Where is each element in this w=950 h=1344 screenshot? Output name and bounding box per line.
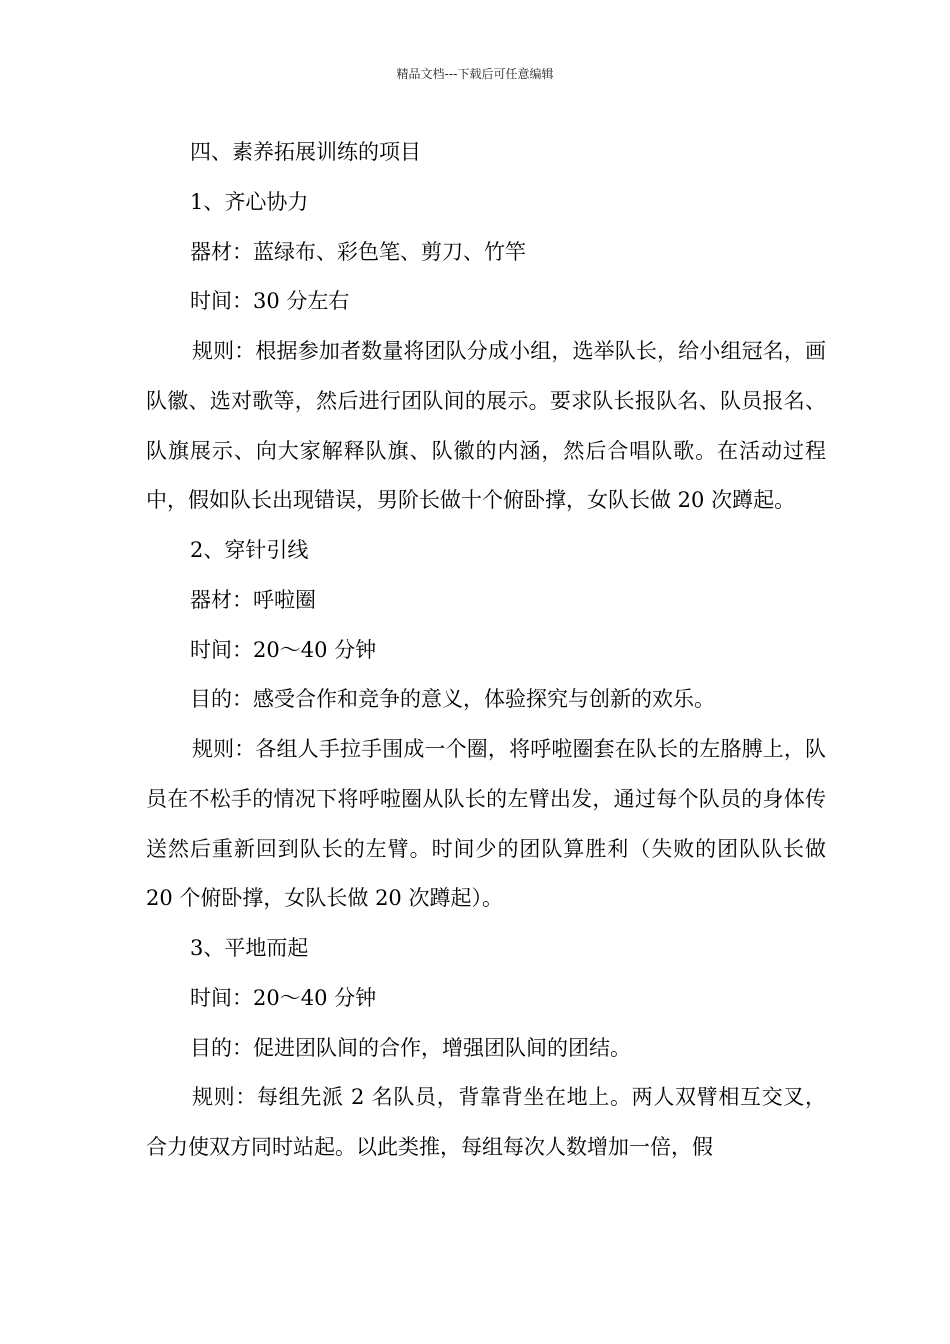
rules-paragraph: 规则：各组人手拉手围成一个圈，将呼啦圈套在队长的左胳膊上，队员在不松手的情况下将呼啦圈从队长的左臂出发，通过每个队员的身体传送然后重新回到队长的左臂。时间少的团队算胜利（失败的团队队长做 20 个俯卧撑，女队长做 20 次蹲起）。 bbox=[146, 737, 833, 911]
time-line: 时间：20～40 分钟 bbox=[190, 637, 377, 662]
rules-paragraph: 规则：每组先派 2 名队员，背靠背坐在地上。两人双臂相互交叉，合力使双方同时站起。以此类推，每组每次人数增加一倍，假 bbox=[146, 1085, 826, 1159]
equipment-line: 器材：呼啦圈 bbox=[190, 587, 316, 612]
item-title: 3、平地而起 bbox=[190, 936, 309, 960]
page-header: 精品文档---下载后可任意编辑 bbox=[396, 67, 554, 81]
purpose-line: 目的：促进团队间的合作，增强团队间的团结。 bbox=[190, 1035, 631, 1060]
time-line: 时间：30 分左右 bbox=[190, 289, 350, 314]
time-line: 时间：20～40 分钟 bbox=[190, 985, 377, 1010]
purpose-line: 目的：感受合作和竞争的意义，体验探究与创新的欢乐。 bbox=[190, 687, 715, 712]
document-body bbox=[146, 128, 833, 1173]
equipment-line: 器材：蓝绿布、彩色笔、剪刀、竹竿 bbox=[190, 239, 526, 264]
section-heading: 四、素养拓展训练的项目 bbox=[190, 140, 421, 164]
item-title: 2、穿针引线 bbox=[190, 538, 309, 562]
item-title: 1、齐心协力 bbox=[190, 189, 309, 214]
rules-paragraph: 规则：根据参加者数量将团队分成小组，选举队长，给小组冠名，画队徽、选对歌等，然后进行团队间的展示。要求队长报队名、队员报名、队旗展示、向大家解释队旗、队徽的内涵，然后合唱队歌。在活动过程中，假如队长出现错误，男阶长做十个俯卧撑，女队长做 20 次蹲起。 bbox=[146, 339, 826, 513]
